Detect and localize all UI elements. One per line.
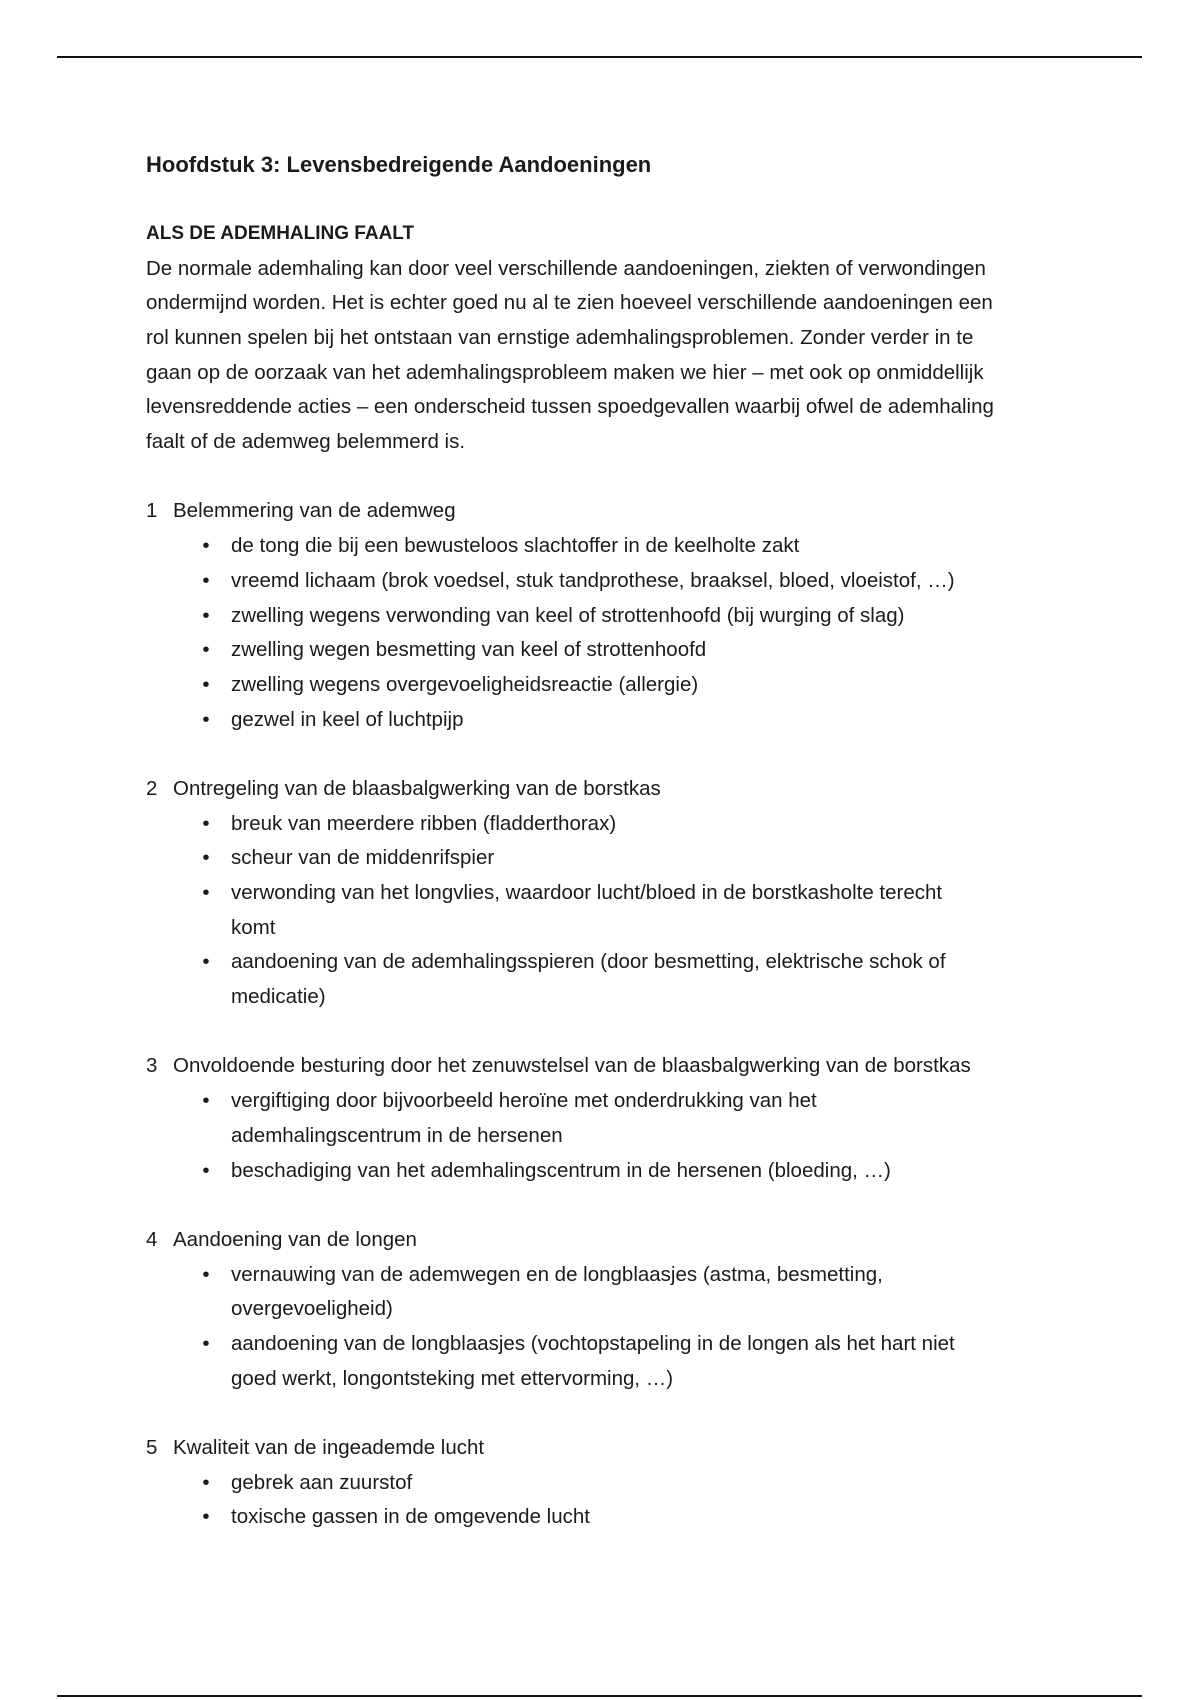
chapter-title: Hoofdstuk 3: Levensbedreigende Aandoeningen	[146, 151, 652, 177]
bullet-text-line: vreemd lichaam (brok voedsel, stuk tandprothese, braaksel, bloed, vloeistof, …)	[231, 568, 955, 592]
category-heading	[146, 1223, 1146, 1258]
bullet-item	[202, 807, 1146, 842]
section-heading: ALS DE ADEMHALING FAALT	[146, 222, 415, 244]
intro-paragraph	[146, 252, 1146, 460]
bullet-text-line: de tong die bij een bewusteloos slachtoffer in de keelholte zakt	[231, 534, 800, 558]
bullet-marker: •	[202, 1470, 210, 1494]
bullet-text-line: gezwel in keel of luchtpijp	[231, 707, 464, 731]
bullet-text-line: beschadiging van het ademhalingscentrum in de hersenen (bloeding, …)	[231, 1158, 891, 1182]
bullet-text-line: vergiftiging door bijvoorbeeld heroïne met onderdrukking van het	[231, 1089, 817, 1113]
bullet-text-line: zwelling wegen besmetting van keel of strottenhoofd	[231, 638, 707, 662]
bullet-marker: •	[202, 811, 210, 835]
bullet-item	[202, 1154, 1146, 1189]
category-heading	[146, 1431, 1146, 1466]
bullet-marker: •	[202, 1158, 210, 1182]
category-number: 2	[146, 776, 158, 800]
category-heading	[146, 494, 1146, 529]
bullet-text-line: goed werkt, longontsteking met ettervorming, …)	[231, 1366, 674, 1390]
bullet-marker: •	[202, 950, 210, 974]
category-heading	[146, 1049, 1146, 1084]
bullet-item	[202, 668, 1146, 703]
intro-line: rol kunnen spelen bij het ontstaan van ernstige ademhalingsproblemen. Zonder verder in te	[146, 326, 974, 350]
bullet-item	[202, 1466, 1146, 1501]
category-number: 3	[146, 1054, 158, 1078]
bullet-item	[202, 1327, 1146, 1396]
intro-line: levensreddende acties – een onderscheid tussen spoedgevallen waarbij ofwel de ademhaling	[146, 395, 994, 419]
category-title: Onvoldoende besturing door het zenuwstelsel van de blaasbalgwerking van de borstkas	[173, 1054, 971, 1078]
bullet-marker: •	[202, 603, 210, 627]
bullet-list	[146, 1084, 1146, 1188]
intro-line: gaan op de oorzaak van het ademhalingsprobleem maken we hier – met ook op onmiddellijk	[146, 360, 984, 384]
bullet-text-line: toxische gassen in de omgevende lucht	[231, 1505, 590, 1529]
bullet-item	[202, 1500, 1146, 1535]
category-5	[146, 1431, 1146, 1535]
bullet-marker: •	[202, 881, 210, 905]
bullet-list	[146, 529, 1146, 737]
category-title: Aandoening van de longen	[173, 1227, 417, 1251]
bullet-item	[202, 633, 1146, 668]
category-3	[146, 1049, 1146, 1188]
bullet-marker: •	[202, 1089, 210, 1113]
bullet-text-line: vernauwing van de ademwegen en de longblaasjes (astma, besmetting,	[231, 1262, 883, 1286]
bullet-item	[202, 529, 1146, 564]
bullet-item	[202, 945, 1146, 1014]
category-1	[146, 494, 1146, 737]
document-content	[146, 148, 1146, 1536]
category-number: 4	[146, 1227, 158, 1251]
top-rule	[57, 56, 1142, 58]
bullet-item	[202, 1084, 1146, 1153]
bullet-marker: •	[202, 638, 210, 662]
bullet-text-line: breuk van meerdere ribben (fladderthorax)	[231, 811, 617, 835]
bullet-list	[146, 807, 1146, 1015]
category-number: 5	[146, 1436, 158, 1460]
bottom-rule	[57, 1695, 1142, 1697]
bullet-text-line: scheur van de middenrifspier	[231, 846, 495, 870]
bullet-text-line: ademhalingscentrum in de hersenen	[231, 1123, 563, 1147]
bullet-text-line: zwelling wegens verwonding van keel of strottenhoofd (bij wurging of slag)	[231, 603, 905, 627]
bullet-text-line: overgevoeligheid)	[231, 1297, 393, 1321]
intro-line: De normale ademhaling kan door veel verschillende aandoeningen, ziekten of verwondingen	[146, 256, 986, 280]
bullet-item	[202, 841, 1146, 876]
bullet-text-line: medicatie)	[231, 985, 326, 1009]
bullet-item	[202, 703, 1146, 738]
intro-line: faalt of de ademweg belemmerd is.	[146, 430, 466, 454]
bullet-text-line: gebrek aan zuurstof	[231, 1470, 413, 1494]
category-4	[146, 1223, 1146, 1396]
bullet-item	[202, 1258, 1146, 1327]
intro-line: ondermijnd worden. Het is echter goed nu al te zien hoeveel verschillende aandoeningen een	[146, 291, 993, 315]
bullet-marker: •	[202, 1331, 210, 1355]
bullet-marker: •	[202, 534, 210, 558]
bullet-marker: •	[202, 1505, 210, 1529]
bullet-item	[202, 599, 1146, 634]
category-title: Ontregeling van de blaasbalgwerking van de borstkas	[173, 776, 661, 800]
category-2	[146, 772, 1146, 1015]
bullet-list	[146, 1258, 1146, 1397]
bullet-item	[202, 876, 1146, 945]
bullet-text-line: zwelling wegens overgevoeligheidsreactie (allergie)	[231, 672, 699, 696]
bullet-text-line: verwonding van het longvlies, waardoor lucht/bloed in de borstkasholte terecht	[231, 881, 943, 905]
bullet-marker: •	[202, 672, 210, 696]
bullet-text-line: komt	[231, 915, 276, 939]
bullet-text-line: aandoening van de ademhalingsspieren (door besmetting, elektrische schok of	[231, 950, 946, 974]
bullet-text-line: aandoening van de longblaasjes (vochtopstapeling in de longen als het hart niet	[231, 1331, 955, 1355]
bullet-marker: •	[202, 1262, 210, 1286]
category-heading	[146, 772, 1146, 807]
bullet-item	[202, 564, 1146, 599]
category-title: Belemmering van de ademweg	[173, 499, 456, 523]
bullet-marker: •	[202, 707, 210, 731]
category-number: 1	[146, 499, 158, 523]
bullet-list	[146, 1466, 1146, 1535]
bullet-marker: •	[202, 846, 210, 870]
category-title: Kwaliteit van de ingeademde lucht	[173, 1436, 485, 1460]
bullet-marker: •	[202, 568, 210, 592]
